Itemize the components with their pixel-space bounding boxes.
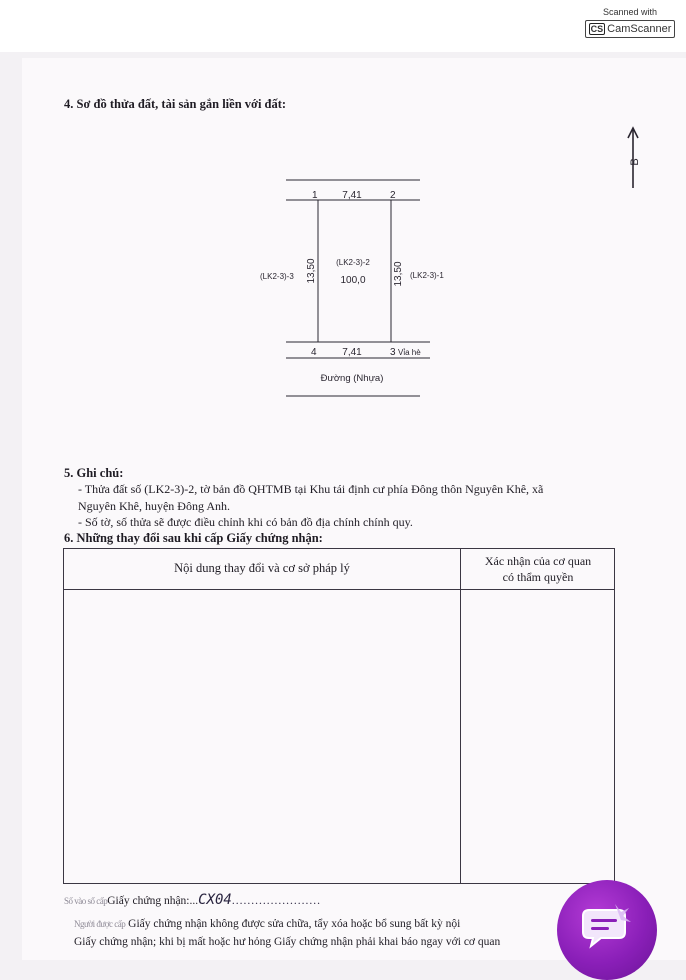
parcel-id-label: (LK2-3)-2 — [336, 258, 370, 267]
sidewalk-label: Vỉa hè — [398, 348, 421, 357]
camscanner-logo-mark: CS — [590, 24, 604, 34]
note-line-1: - Thửa đất số (LK2-3)-2, tờ bản đồ QHTMB tại Khu tái định cư phía Đông thôn Nguyên Khê, xã — [78, 482, 544, 496]
parcel-area-label: 100,0 — [340, 275, 366, 286]
corner-1-label: 1 — [312, 190, 318, 201]
column-header-confirmation-line1: Xác nhận của cơ quan — [484, 554, 592, 568]
warning-prefix: Người được cấp — [74, 919, 126, 929]
table-column-divider — [460, 549, 461, 883]
corner-4-label: 4 — [311, 347, 317, 358]
issue-dots: ....................... — [231, 895, 321, 907]
parcel-diagram — [240, 170, 460, 410]
column-header-confirmation — [461, 553, 615, 585]
warning-line-1 — [74, 918, 460, 930]
watermark-text: Scanned with — [602, 7, 658, 17]
camscanner-logo — [585, 20, 676, 38]
bottom-length-label: 7,41 — [342, 347, 362, 358]
right-neighbor-label: (LK2-3)-1 — [410, 271, 444, 280]
issue-label: Giấy chứng nhận:... — [107, 895, 199, 907]
north-label: B — [629, 158, 641, 166]
changes-table — [63, 548, 615, 884]
section-4-title: 4. Sơ đồ thửa đất, tài sản gắn liền với đất: — [64, 97, 287, 111]
camscanner-brand: CamScanner — [607, 23, 672, 35]
warning-line-2: Giấy chứng nhận; khi bị mất hoặc hư hỏng Giấy chứng nhận phải khai báo ngay với cơ quan — [74, 936, 501, 948]
issue-number-handwritten: CX04 — [198, 892, 232, 908]
corner-2-label: 2 — [390, 190, 396, 201]
floating-chat-badge[interactable] — [557, 880, 657, 980]
left-length-label: 13,50 — [306, 258, 317, 284]
scanner-watermark — [580, 6, 680, 42]
column-header-content: Nội dung thay đổi và cơ sở pháp lý — [174, 561, 350, 575]
column-header-confirmation-line2: có thẩm quyền — [502, 570, 574, 584]
corner-3-label: 3 — [390, 347, 396, 358]
road-label: Đường (Nhựa) — [320, 373, 384, 384]
left-neighbor-label: (LK2-3)-3 — [260, 272, 294, 281]
right-length-label: 13,50 — [393, 261, 404, 287]
warning-text-1: Giấy chứng nhận không được sửa chữa, tẩy xóa hoặc bổ sung bất kỳ nội — [128, 918, 461, 930]
issue-prefix: Số vào sổ cấp — [64, 896, 108, 906]
section-6-title: 6. Những thay đổi sau khi cấp Giấy chứng nhận: — [64, 531, 323, 545]
issue-number-line — [64, 892, 321, 908]
table-header-divider — [64, 589, 614, 590]
chat-bubble-icon — [579, 902, 633, 952]
north-arrow-icon — [620, 122, 646, 192]
note-line-2: Nguyên Khê, huyện Đông Anh. — [78, 499, 230, 513]
top-length-label: 7,41 — [342, 190, 362, 201]
note-line-3: - Số tờ, số thửa sẽ được điều chỉnh khi có bản đồ địa chính chính quy. — [78, 515, 413, 529]
section-5-title: 5. Ghi chú: — [64, 466, 124, 480]
